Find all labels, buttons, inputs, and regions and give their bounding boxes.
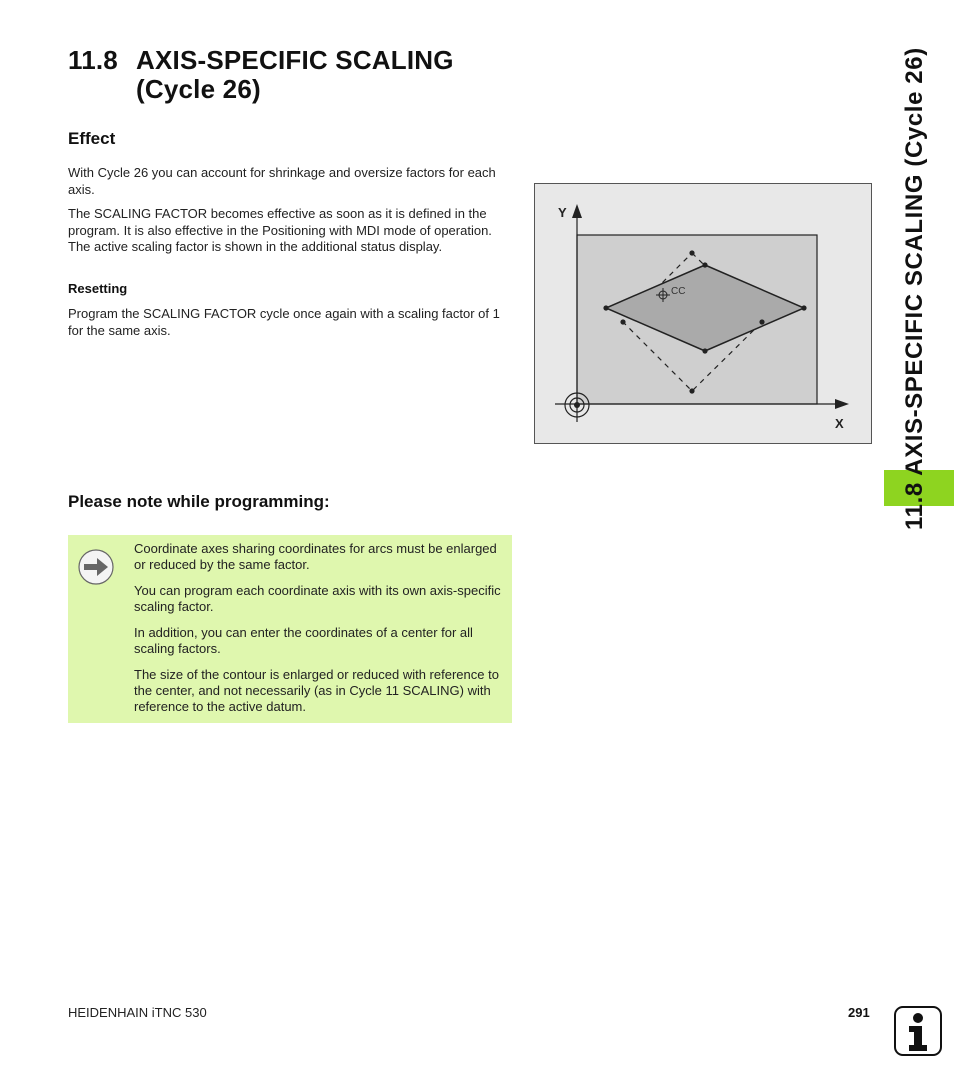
scaling-figure [534, 183, 872, 444]
arrow-right-icon [78, 549, 114, 585]
note-item: You can program each coordinate axis with its own axis-specific scaling factor. [134, 583, 501, 614]
note-item: The size of the contour is enlarged or reduced with reference to the center, and not necessarily (as in Cycle 11 SCALING) with reference to the active datum. [134, 667, 499, 714]
section-title: AXIS-SPECIFIC SCALING [136, 45, 454, 75]
side-title-text: 11.8 AXIS-SPECIFIC SCALING (Cycle 26) [901, 47, 928, 530]
effect-paragraph-1: With Cycle 26 you can account for shrinkage and oversize factors for each axis. [68, 165, 496, 197]
x-axis-label: X [835, 416, 844, 431]
info-icon [893, 1005, 943, 1057]
y-axis-arrow [572, 204, 582, 218]
y-axis-label: Y [558, 205, 567, 220]
effect-paragraph-2: The SCALING FACTOR becomes effective as soon as it is defined in the program. It is also effective in the Positioning with MDI mode of operation. The active scaling factor is shown in the additional status display. [68, 206, 492, 254]
scaling-diagram [535, 184, 873, 445]
note-item: In addition, you can enter the coordinates of a center for all scaling factors. [134, 625, 473, 656]
footer-product: HEIDENHAIN iTNC 530 [68, 1005, 207, 1020]
resetting-heading: Resetting [68, 281, 128, 296]
cc-label: CC [671, 286, 686, 297]
resetting-paragraph: Program the SCALING FACTOR cycle once again with a scaling factor of 1 for the same axis. [68, 306, 500, 338]
note-box [68, 535, 512, 723]
x-axis-arrow [835, 399, 849, 409]
note-item: Coordinate axes sharing coordinates for arcs must be enlarged or reduced by the same factor. [134, 541, 497, 572]
note-text [134, 541, 504, 725]
section-number: 11.8 [68, 45, 118, 75]
section-subtitle: (Cycle 26) [136, 74, 261, 104]
effect-heading: Effect [68, 129, 116, 148]
page-number: 291 [848, 1005, 870, 1020]
programming-heading: Please note while programming: [68, 492, 330, 511]
page-title [68, 46, 454, 104]
